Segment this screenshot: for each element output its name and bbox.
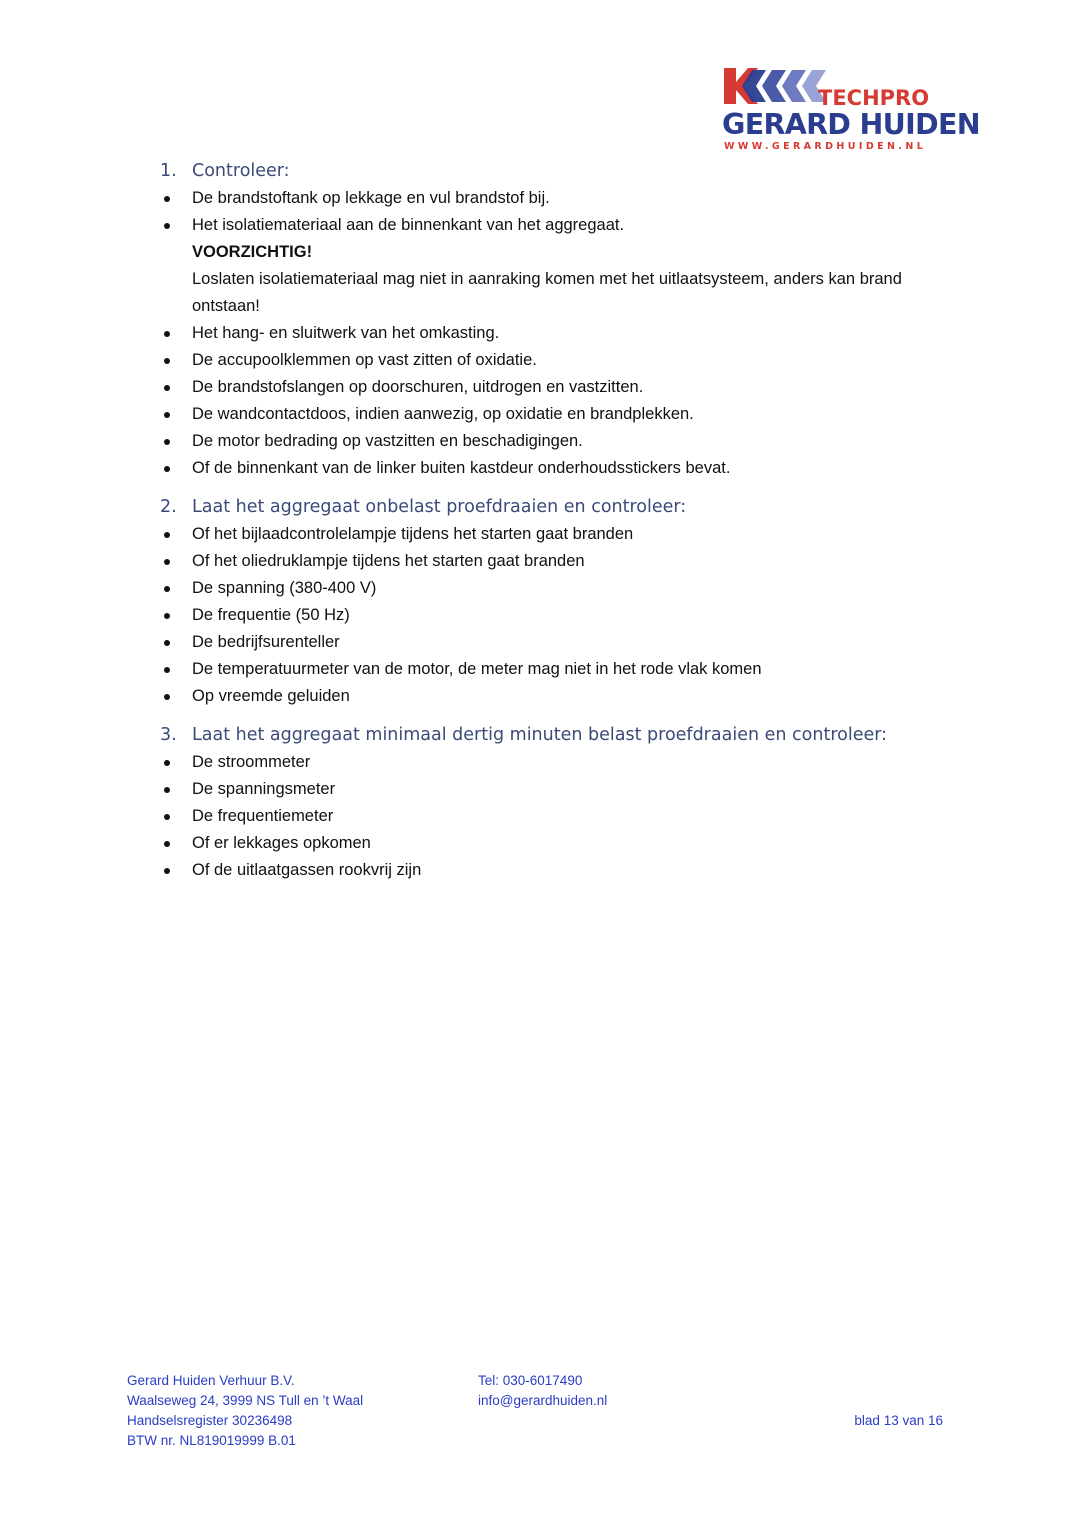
footer-registry: Handselsregister 30236498 bbox=[127, 1413, 293, 1428]
warning-text: Loslaten isolatiemateriaal mag niet in aanraking komen met het uitlaatsysteem, anders kan brand ontstaan! bbox=[192, 270, 902, 315]
list-item: Of er lekkages opkomen bbox=[160, 830, 950, 857]
chevron-logo-icon bbox=[722, 66, 832, 106]
list-item: De accupoolklemmen op vast zitten of oxidatie. bbox=[160, 347, 950, 374]
footer-vat: BTW nr. NL819019999 B.01 bbox=[127, 1433, 296, 1448]
list-item: Op vreemde geluiden bbox=[160, 683, 950, 710]
list-item: De spanning (380-400 V) bbox=[160, 575, 950, 602]
section-1 bbox=[160, 158, 950, 482]
list-item: De temperatuurmeter van de motor, de meter mag niet in het rode vlak komen bbox=[160, 656, 950, 683]
checklist bbox=[160, 749, 950, 884]
section-title: Laat het aggregaat minimaal dertig minuten belast proefdraaien en controleer: bbox=[192, 725, 888, 745]
list-item: De wandcontactdoos, indien aanwezig, op oxidatie en brandplekken. bbox=[160, 401, 950, 428]
footer-email: info@gerardhuiden.nl bbox=[478, 1393, 608, 1408]
checklist bbox=[160, 521, 950, 710]
list-item-warning bbox=[160, 212, 950, 320]
section-number: 3. bbox=[160, 725, 177, 745]
logo-brand-name: GERARD HUIDEN bbox=[722, 108, 980, 141]
list-item: De brandstoftank op lekkage en vul brandstof bij. bbox=[160, 185, 950, 212]
page-number-text: blad 13 van 16 bbox=[854, 1413, 943, 1428]
list-item: De brandstofslangen op doorschuren, uitdrogen en vastzitten. bbox=[160, 374, 950, 401]
footer-address: Waalseweg 24, 3999 NS Tull en ’t Waal bbox=[127, 1393, 364, 1408]
section-number: 1. bbox=[160, 161, 177, 181]
list-item-text: Het isolatiemateriaal aan de binnenkant van het aggregaat. bbox=[192, 216, 625, 234]
list-item: Of de binnenkant van de linker buiten kastdeur onderhoudsstickers bevat. bbox=[160, 455, 950, 482]
footer-company: Gerard Huiden Verhuur B.V. bbox=[127, 1373, 295, 1388]
section-3 bbox=[160, 722, 950, 884]
page-number bbox=[854, 1411, 943, 1431]
warning-title: VOORZICHTIG! bbox=[192, 243, 313, 261]
list-item: De stroommeter bbox=[160, 749, 950, 776]
checklist bbox=[160, 185, 950, 482]
footer-contact bbox=[478, 1371, 607, 1411]
section-heading bbox=[160, 722, 950, 749]
list-item: De spanningsmeter bbox=[160, 776, 950, 803]
list-item: De motor bedrading op vastzitten en beschadigingen. bbox=[160, 428, 950, 455]
list-item: Het hang- en sluitwerk van het omkasting. bbox=[160, 320, 950, 347]
footer-tel: Tel: 030-6017490 bbox=[478, 1373, 583, 1388]
list-item: Of het bijlaadcontrolelampje tijdens het starten gaat branden bbox=[160, 521, 950, 548]
footer-company-info bbox=[127, 1371, 363, 1451]
list-item: De bedrijfsurenteller bbox=[160, 629, 950, 656]
list-item: Of de uitlaatgassen rookvrij zijn bbox=[160, 857, 950, 884]
section-heading bbox=[160, 158, 950, 185]
list-item: De frequentie (50 Hz) bbox=[160, 602, 950, 629]
section-title: Controleer: bbox=[192, 161, 290, 181]
section-title: Laat het aggregaat onbelast proefdraaien en controleer: bbox=[192, 497, 687, 517]
section-2 bbox=[160, 494, 950, 710]
section-heading bbox=[160, 494, 950, 521]
list-item: Of het oliedruklampje tijdens het starten gaat branden bbox=[160, 548, 950, 575]
logo-techpro-text: TECHPRO bbox=[818, 86, 930, 110]
list-item: De frequentiemeter bbox=[160, 803, 950, 830]
logo-url: WWW.GERARDHUIDEN.NL bbox=[724, 141, 927, 152]
company-logo bbox=[722, 66, 980, 156]
section-number: 2. bbox=[160, 497, 177, 517]
document-body bbox=[160, 158, 950, 896]
